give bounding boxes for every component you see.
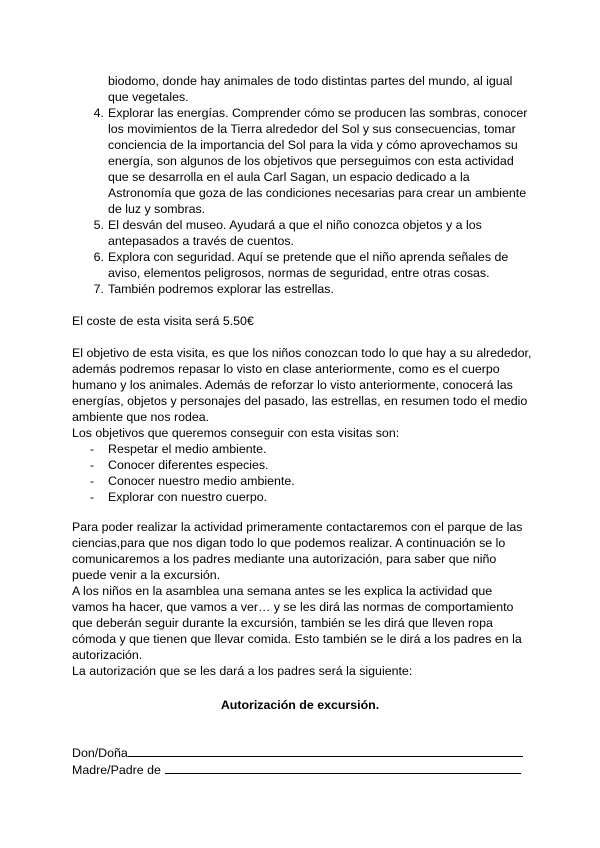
objective-item	[72, 473, 532, 489]
don-field	[72, 744, 523, 761]
procedure-paragraph: Para poder realizar la actividad primeramente contactaremos con el parque de las ciencias,para que nos digan todo lo que podemos realizar. A continuación se lo comunicaremos a los padres mediante una autorización, para saber que niño puede venir a la excursión.	[72, 520, 523, 582]
list-continuation-text: biodomo, donde hay animales de todo distintas partes del mundo, al igual que vegetales.	[108, 74, 513, 104]
dash-bullet: -	[90, 490, 95, 504]
list-item-number: 7.	[93, 282, 104, 296]
procedure-section	[72, 519, 532, 679]
dash-bullet: -	[90, 442, 95, 456]
list-item-text: También podremos explorar las estrellas.	[108, 282, 334, 296]
don-input-line[interactable]	[128, 744, 523, 757]
list-item-number: 5.	[93, 218, 104, 232]
procedure-paragraph: La autorización que se les dará a los padres será la siguiente:	[72, 664, 413, 678]
list-item	[72, 217, 532, 249]
objective-text: Respetar el medio ambiente.	[108, 442, 267, 456]
objective-text: Conocer nuestro medio ambiente.	[108, 474, 295, 488]
don-label: Don/Doña	[72, 746, 128, 760]
objective-text: Conocer diferentes especies.	[108, 458, 269, 472]
objective-section	[72, 345, 532, 505]
numbered-list	[72, 105, 532, 297]
list-item-number: 6.	[93, 250, 104, 264]
list-item	[72, 105, 532, 217]
dash-bullet: -	[90, 474, 95, 488]
dash-bullet: -	[90, 458, 95, 472]
parent-input-line[interactable]	[165, 761, 521, 774]
parent-field	[72, 761, 521, 778]
objective-item	[72, 441, 532, 457]
objective-text: Explorar con nuestro cuerpo.	[108, 490, 268, 504]
list-item-text: Explorar las energías. Comprender cómo se producen las sombras, conocer los movimientos de la Tierra alrededor del Sol y sus consecuencias, tomar conciencia de la importancia del Sol para la vida y cómo aprovechamos su energía, son algunos de los objetivos que perseguimos con esta actividad que se desarrolla en el aula Carl Sagan, un espacio dedicado a la Astronomía que goza de las condiciones necesarias para crear un ambiente de luz y sombras.	[108, 106, 528, 216]
parent-label: Madre/Padre de	[72, 763, 161, 777]
objective-item	[72, 489, 532, 505]
list-item-number: 4.	[93, 106, 104, 120]
list-item	[72, 281, 532, 297]
authorization-title: Autorización de excursión.	[220, 698, 380, 712]
list-continuation	[72, 73, 532, 105]
cost-text: El coste de esta visita será 5.50€	[72, 314, 254, 328]
objective-item	[72, 457, 532, 473]
list-item	[72, 249, 532, 281]
list-item-text: Explora con seguridad. Aquí se pretende que el niño aprenda señales de aviso, elementos peligrosos, normas de seguridad, entre otras cosas.	[108, 250, 509, 280]
objectives-intro: Los objetivos que queremos conseguir con esta visitas son:	[72, 426, 400, 440]
cost-line	[72, 313, 532, 329]
list-item-text: El desván del museo. Ayudará a que el niño conozca objetos y a los antepasados a través de cuentos.	[108, 218, 482, 248]
procedure-paragraph: A los niños en la asamblea una semana antes se les explica la actividad que vamos ha hacer, que vamos a ver… y se les dirá las normas de comportamiento que deberán seguir durante la excursión, también se les dirá que lleven ropa cómoda y que tienen que llevar comida. Esto también se le dirá a los padres en la autorización.	[72, 584, 522, 662]
objective-paragraph: El objetivo de esta visita, es que los niños conozcan todo lo que hay a su alrededor, además podremos repasar lo visto en clase anteriormente, como es el cuerpo humano y los animales. Además de reforzar lo visto anteriormente, conocerá las energías, objetos y personajes del pasado, las estrellas, en resumen todo el medio ambiente que nos rodea.	[72, 346, 532, 424]
